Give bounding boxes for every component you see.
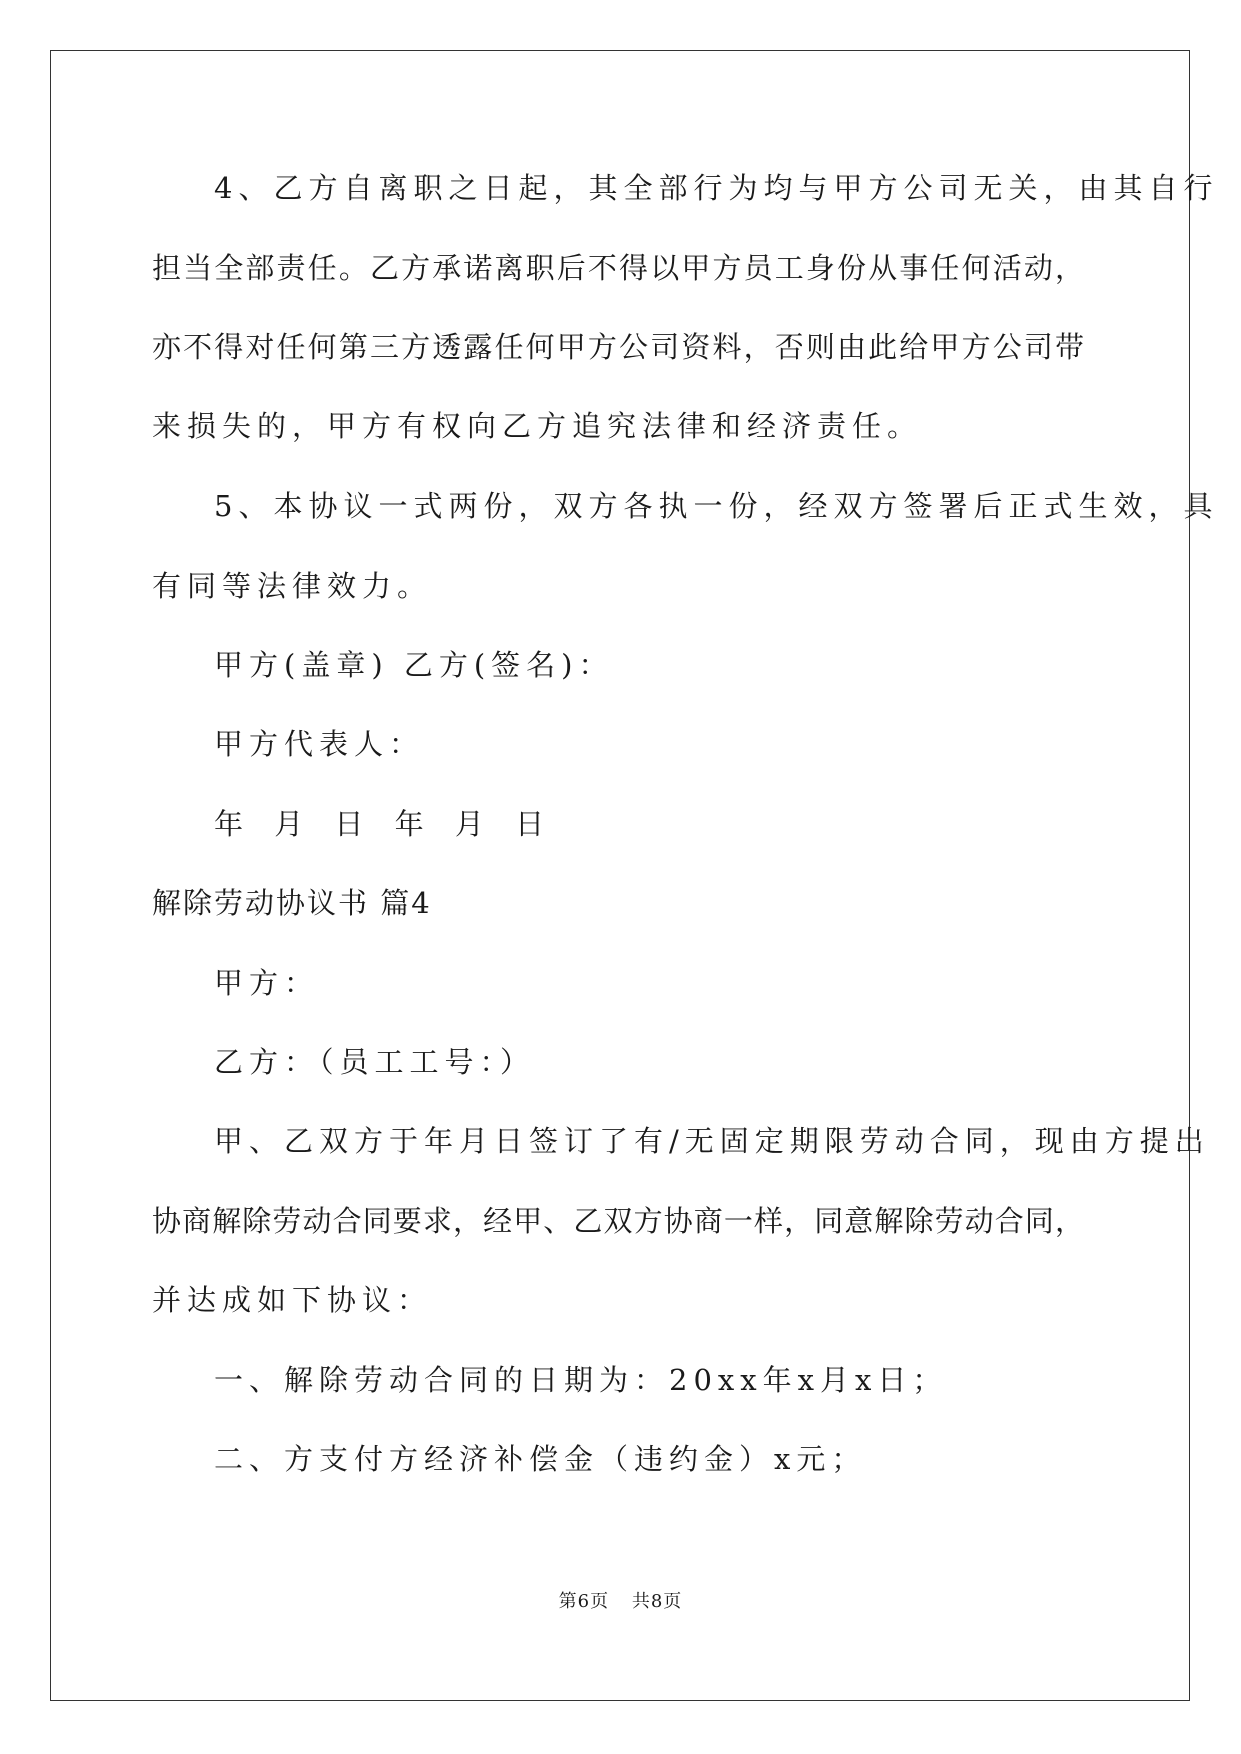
intro-line-1: 甲、乙双方于年月日签订了有/无固定期限劳动合同，现由方提出 [214,1124,1210,1158]
clause-4-line-4: 来损失的，甲方有权向乙方追究法律和经济责任。 [152,409,923,443]
page-number-current: 第6页 [558,1591,610,1612]
signature-date-line: 年 月 日 年 月 日 [214,807,551,841]
intro-line-3: 并达成如下协议： [152,1283,433,1317]
agreement-item-2: 二、方支付方经济补偿金（违约金）x元； [214,1442,867,1476]
page-number-total: 共8页 [631,1591,683,1612]
clause-4-line-3: 亦不得对任何第三方透露任何甲方公司资料，否则由此给甲方公司带 [152,330,1084,364]
party-a-label: 甲方： [214,966,320,1000]
intro-line-2: 协商解除劳动合同要求，经甲、乙双方协商一样，同意解除劳动合同， [152,1204,1084,1238]
party-a-representative: 甲方代表人： [214,727,425,761]
signature-parties: 甲方(盖章) 乙方(签名)： [214,648,614,682]
party-b-label: 乙方：（员工工号：） [214,1045,536,1079]
clause-4-line-1: 4、乙方自离职之日起，其全部行为均与甲方公司无关，由其自行 [214,171,1219,205]
clause-4-line-2: 担当全部责任。乙方承诺离职后不得以甲方员工身份从事任何活动， [152,251,1084,285]
clause-5-line-1: 5、本协议一式两份，双方各执一份，经双方签署后正式生效，具 [214,489,1219,523]
page-footer [0,1587,1241,1613]
agreement-item-1: 一、解除劳动合同的日期为：20xx年x月x日； [214,1363,948,1397]
section-heading: 解除劳动协议书 篇4 [152,886,432,920]
clause-5-line-2: 有同等法律效力。 [152,569,433,603]
